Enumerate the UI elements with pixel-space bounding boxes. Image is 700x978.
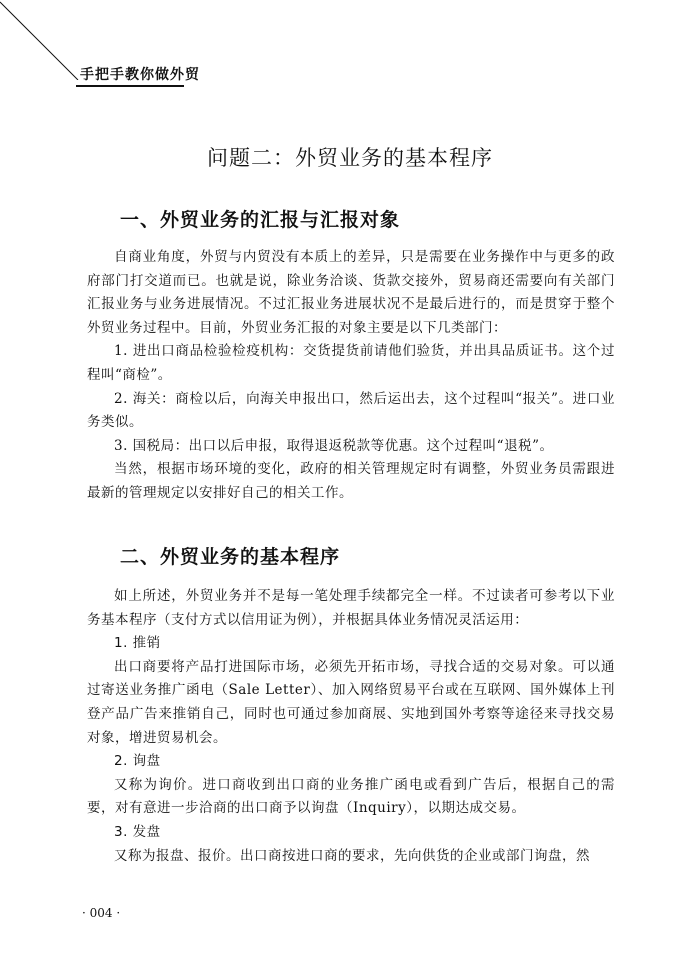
- section-1-title: 一、外贸业务的汇报与汇报对象: [120, 209, 401, 231]
- paragraph: 当然，根据市场环境的变化，政府的相关管理规定时有调整，外贸业务员需跟进最新的管理规定以安排好自己的相关工作。: [87, 461, 615, 501]
- paragraph: 出口商要将产品打进国际市场，必须先开拓市场，寻找合适的交易对象。可以通过寄送业务推广函电（Sale Letter）、加入网络贸易平台或在互联网、国外媒体上刊登产品广告来推销自己，同时也可通过参加商展、实地到国外考察等途径来寻找交易对象，增进贸易机会。: [87, 658, 615, 746]
- paragraph: 自商业角度，外贸与内贸没有本质上的差异，只是需要在业务操作中与更多的政府部门打交道而已。也就是说，除业务洽谈、货款交接外，贸易商还需要向有关部门汇报业务与业务进展情况。不过汇报业务进展状况不是最后进行的，而是贯穿于整个外贸业务过程中。目前，外贸业务汇报的对象主要是以下几类部门：: [87, 249, 615, 336]
- list-item: 2. 海关：商检以后，向海关申报出口，然后运出去，这个过程叫“报关”。进口业务类似。: [87, 390, 615, 431]
- section-2-body: [87, 585, 615, 868]
- list-item: 1. 进出口商品检验检疫机构：交货提货前请他们验货，并出具品质证书。这个过程叫“商检”。: [87, 343, 615, 383]
- paragraph: 又称为报盘、报价。出口商按进口商的要求，先向供货的企业或部门询盘，然: [114, 847, 590, 864]
- header-rule: [76, 85, 184, 87]
- paragraph: 又称为询价。进口商收到出口商的业务推广函电或看到广告后，根据自己的需要，对有意进一步洽商的出口商予以询盘（Inquiry），以期达成交易。: [87, 776, 615, 817]
- step-heading: 2. 询盘: [114, 753, 161, 770]
- paragraph: 如上所述，外贸业务并不是每一笔处理手续都完全一样。不过读者可参考以下业务基本程序（支付方式以信用证为例），并根据具体业务情况灵活运用：: [87, 588, 615, 628]
- running-title: 手把手教你做外贸: [80, 67, 200, 83]
- page-number: · 004 ·: [82, 906, 121, 920]
- section-2-title: 二、外贸业务的基本程序: [120, 546, 341, 568]
- section-1-body: [87, 246, 615, 506]
- step-heading: 1. 推销: [114, 635, 161, 652]
- list-item: 3. 国税局：出口以后申报，取得退返税款等优惠。这个过程叫“退税”。: [114, 437, 554, 454]
- step-heading: 3. 发盘: [114, 823, 161, 840]
- chapter-title: 问题二：外贸业务的基本程序: [207, 146, 493, 170]
